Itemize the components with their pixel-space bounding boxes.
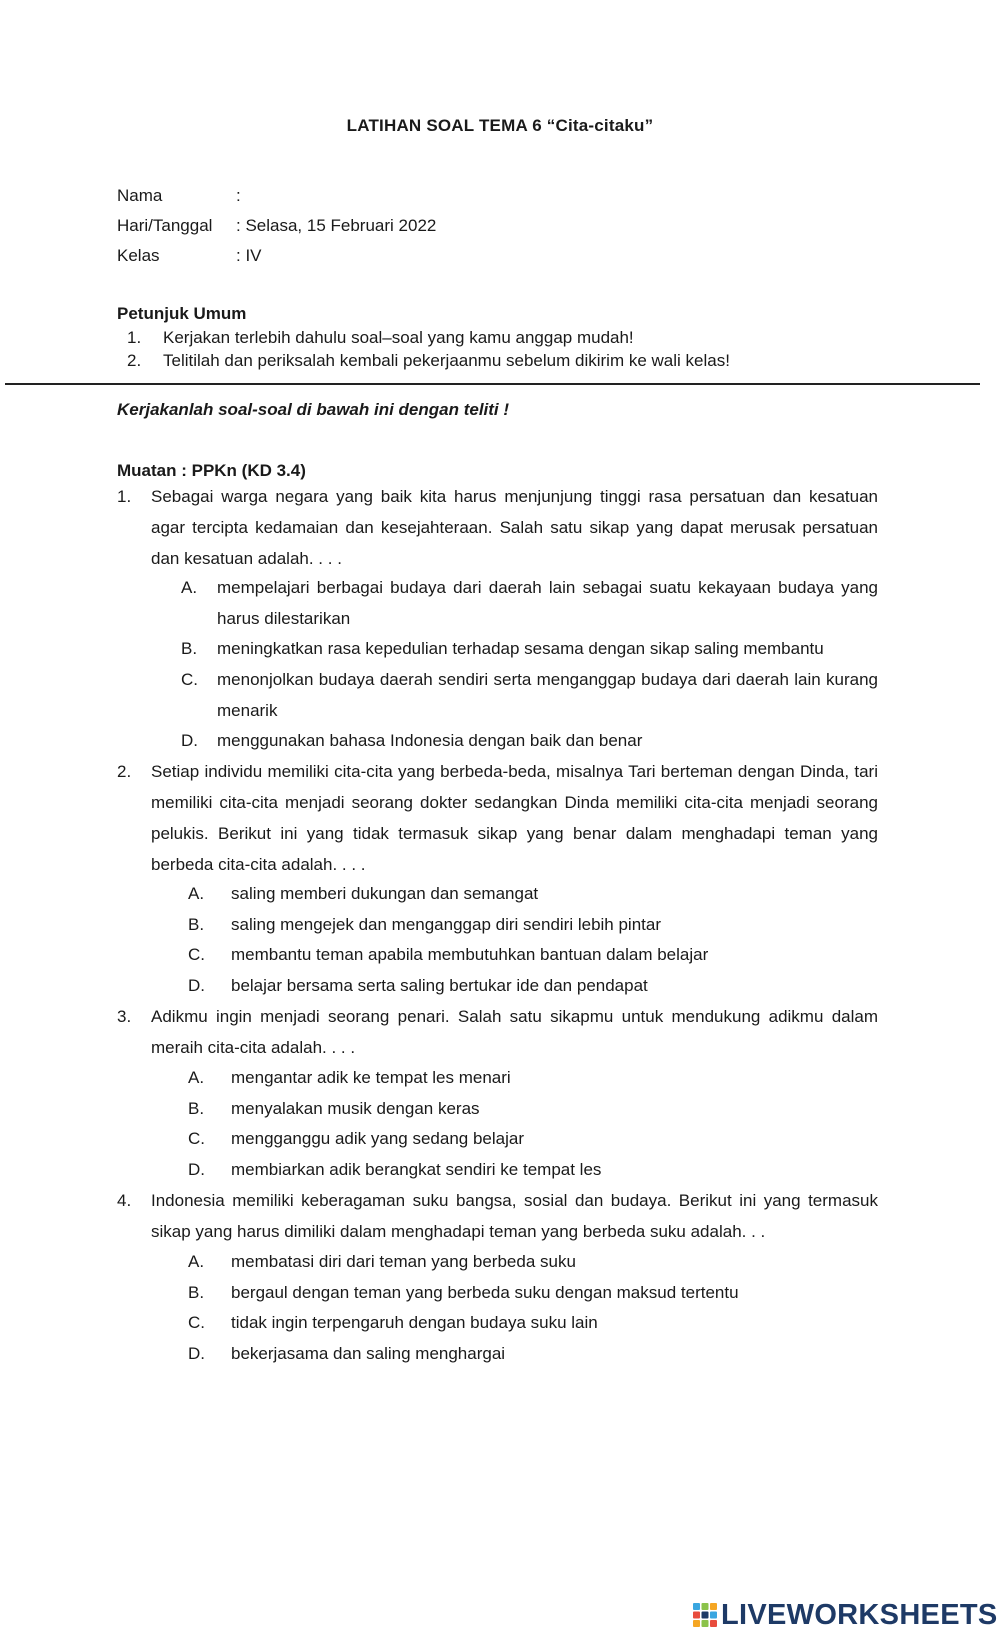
liveworksheets-brand [692, 1600, 998, 1630]
option-letter: D. [188, 1344, 205, 1363]
page-title: LATIHAN SOAL TEMA 6 “Cita-citaku” [346, 116, 654, 135]
question-text: Indonesia memiliki keberagaman suku bangsa, sosial dan budaya. Berikut ini yang termasuk sikap yang harus dimiliki dalam menghadapi teman yang berbeda suku adalah. . . [151, 1191, 878, 1241]
header-divider [5, 383, 980, 385]
option-letter: A. [188, 1068, 205, 1087]
info-value: : Selasa, 15 Februari 2022 [236, 216, 437, 235]
info-value: : IV [236, 246, 262, 265]
brand-name: LIVEWORKSHEETS [721, 1598, 998, 1631]
option-text: saling mengejek dan menganggap diri sendiri lebih pintar [231, 915, 661, 934]
info-row-kelas [117, 244, 262, 268]
info-label: Nama [117, 186, 163, 205]
option-text: membiarkan adik berangkat sendiri ke tempat les [231, 1160, 602, 1179]
info-value: : [236, 186, 241, 205]
question-number: 3. [117, 1007, 132, 1026]
question-text: Sebagai warga negara yang baik kita harus menjunjung tinggi rasa persatuan dan kesatuan agar tercipta kedamaian dan kesejahteraan. Salah satu sikap yang dapat merusak persatuan dan kesatuan adalah. . . . [151, 487, 878, 568]
question-text: Setiap individu memiliki cita-cita yang berbeda-beda, misalnya Tari berteman dengan Dinda, tari memiliki cita-cita menjadi seorang dokter sedangkan Dinda memiliki cita-cita menjadi seorang pelukis. Berikut ini yang tidak termasuk sikap yang benar dalam menghadapi teman yang berbeda cita-cita adalah. . . . [151, 762, 878, 874]
option-text: membatasi diri dari teman yang berbeda suku [231, 1252, 576, 1271]
question-number: 4. [117, 1191, 132, 1210]
option-text: menggunakan bahasa Indonesia dengan baik dan benar [217, 731, 643, 750]
option-letter: B. [188, 1099, 205, 1118]
petunjuk-text: Kerjakan terlebih dahulu soal–soal yang kamu anggap mudah! [163, 328, 634, 347]
info-row-nama [117, 184, 241, 208]
option-letter: B. [181, 639, 198, 658]
option-letter: A. [181, 578, 198, 597]
option-text: saling memberi dukungan dan semangat [231, 884, 539, 903]
petunjuk-item [127, 351, 730, 371]
option-text: mengganggu adik yang sedang belajar [231, 1129, 525, 1148]
option-letter: A. [188, 884, 205, 903]
question-number: 2. [117, 762, 132, 781]
option-text: belajar bersama serta saling bertukar ide dan pendapat [231, 976, 648, 995]
option-letter: B. [188, 1283, 205, 1302]
petunjuk-number: 2. [127, 351, 142, 370]
option-letter: C. [181, 670, 198, 689]
info-label: Kelas [117, 246, 160, 265]
info-label: Hari/Tanggal [117, 216, 213, 235]
petunjuk-number: 1. [127, 328, 142, 347]
option-letter: C. [188, 1129, 205, 1148]
petunjuk-text: Telitilah dan periksalah kembali pekerjaanmu sebelum dikirim ke wali kelas! [163, 351, 730, 370]
petunjuk-heading: Petunjuk Umum [117, 304, 247, 323]
info-row-tanggal [117, 214, 436, 238]
option-text: meningkatkan rasa kepedulian terhadap sesama dengan sikap saling membantu [217, 639, 824, 658]
option-letter: D. [188, 976, 205, 995]
liveworksheets-logo-icon [692, 1602, 718, 1628]
option-text: menyalakan musik dengan keras [231, 1099, 480, 1118]
option-text: bergaul dengan teman yang berbeda suku dengan maksud tertentu [231, 1283, 739, 1302]
option-text: menonjolkan budaya daerah sendiri serta menganggap budaya dari daerah lain kurang menarik [217, 670, 878, 720]
option-letter: D. [188, 1160, 205, 1179]
option-text: mempelajari berbagai budaya dari daerah lain sebagai suatu kekayaan budaya yang harus dilestarikan [217, 578, 878, 628]
question-text: Adikmu ingin menjadi seorang penari. Salah satu sikapmu untuk mendukung adikmu dalam meraih cita-cita adalah. . . . [151, 1007, 878, 1057]
option-text: bekerjasama dan saling menghargai [231, 1344, 506, 1363]
section-heading: Muatan : PPKn (KD 3.4) [117, 461, 306, 480]
option-letter: A. [188, 1252, 205, 1271]
option-letter: C. [188, 1313, 205, 1332]
question-number: 1. [117, 487, 132, 506]
option-text: tidak ingin terpengaruh dengan budaya suku lain [231, 1313, 598, 1332]
option-text: membantu teman apabila membutuhkan bantuan dalam belajar [231, 945, 709, 964]
option-text: mengantar adik ke tempat les menari [231, 1068, 511, 1087]
option-letter: B. [188, 915, 205, 934]
petunjuk-item [127, 328, 634, 348]
instruction-text: Kerjakanlah soal-soal di bawah ini dengan teliti ! [117, 400, 510, 419]
option-letter: C. [188, 945, 205, 964]
option-letter: D. [181, 731, 198, 750]
